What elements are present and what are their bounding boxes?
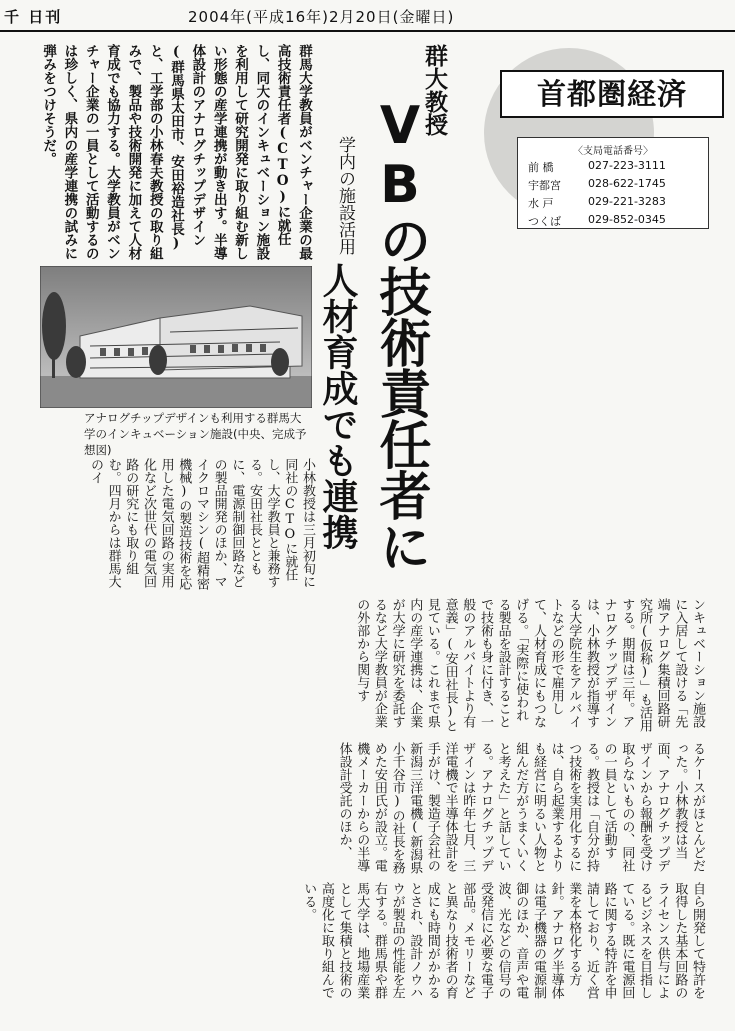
phone-city: つくば (528, 215, 561, 228)
phone-row (518, 211, 708, 229)
phone-number: 027-223-3111 (588, 159, 666, 172)
phone-number: 029-221-3283 (588, 195, 666, 208)
article-subhead: 人材育成でも連携 (317, 262, 359, 550)
article-body-tier2: るケースがほとんどだった。小林教授は当面、アナログチップデザインから報酬を受け取らないものの、同社の一員として活動する。教授は「自分が持つ技術を実用化するには、自ら起業するよりも経営に明るい人物と組んだ方がうまくいくと考えた」と話している。アナログチップデザインは昨年七月、三洋電機で半導体設計を手がけ、製造子会社の新潟三洋電機(新潟県小千谷市)の社長を務めた安田氏が設立。電機メーカーからの半導体設計受託のほか、 (336, 742, 705, 874)
phone-row (518, 193, 708, 211)
phone-number: 028-622-1745 (588, 177, 666, 190)
article-subhead-small: 学内の施設活用 (335, 136, 355, 255)
article-body-tier1: ンキュベーション施設に入居して設ける「先端アナログ集積回路研究所(仮称)」も活用する。期間は三年。アナログチップデザインは、小林教授が指導する大学院生をアルバイトなどの形で雇用して、人材育成にもつなげる。「実際に使われる製品を設計することで技術も身に付き、一般のアルバイトより有意義」(安田社長)と見ている。これまで県内の産学連携は、企業が大学に研究を委託するなど大学教員が企業の外部から関与す (354, 598, 705, 732)
phone-row (518, 157, 708, 175)
article-kicker: 群大教授 (421, 44, 447, 136)
masthead-date: 2004年(平成16年)2月20日(金曜日) (188, 8, 455, 26)
article-body-tier3: 自ら開発して特許を取得した基本回路のライセンス供与によるビジネスを目指している。既に電源回路に関する特許を申請しており、近く営業を本格化する方針。アナログ半導体は電子機器の電源制御のほか、音声や電波、光などの信号の受発信に必要な電子部品。メモリーなどと異なり技術者の育成にも時間がかかるとされ、設計ノウハウが製品の性能を左右する。群馬県や群馬大学は、地場産業として集積と技術の高度化に取り組んでいる。 (301, 882, 705, 999)
phone-city: 水 戸 (528, 197, 554, 210)
phone-row (518, 175, 708, 193)
photo-caption: アナログチップデザインも利用する群馬大学のインキュベーション施設(中央、完成予想図) (84, 411, 307, 458)
article-headline: VBの技術責任者に (370, 96, 430, 571)
phones-box (517, 137, 709, 229)
masthead-rule (0, 30, 735, 32)
phone-city: 前 橋 (528, 161, 554, 174)
phone-number: 029-852-0345 (588, 213, 666, 226)
phone-city: 宇都宮 (528, 179, 561, 192)
phones-title: 〈支局電話番号〉 (573, 146, 653, 157)
section-title: 首都圏経済 (500, 70, 724, 118)
masthead-paper-name: 千 日刊 (4, 8, 63, 26)
incubation-facility-photo (40, 266, 312, 408)
article-body-mid: 小林教授は三月初旬に同社のCTOに就任し、大学教員と兼務する。安田社長とともに、電源制御回路などの製品開発のほか、マイクロマシン(超精密機械)の製造技術を応用した電気回路の実用化など次世代の電気回路の研究にも取り組む。四月からは群馬大のイ (87, 458, 315, 590)
article-lead: 群馬大学教員がベンチャー企業の最高技術責任者(CTO)に就任し、同大のインキュベーション施設を利用して研究開発に取り組む新しい形態の産学連携が動き出す。半導体設計のアナログチップデザイン(群馬県太田市、安田裕造社長)と、工学部の小林春夫教授の取り組みで、製品や技術開発に加えて人材育成でも協力する。大学教員がベンチャー企業の一員として活動するのは珍しく、県内の産学連携の試みに弾みをつけそうだ。 (40, 44, 312, 260)
